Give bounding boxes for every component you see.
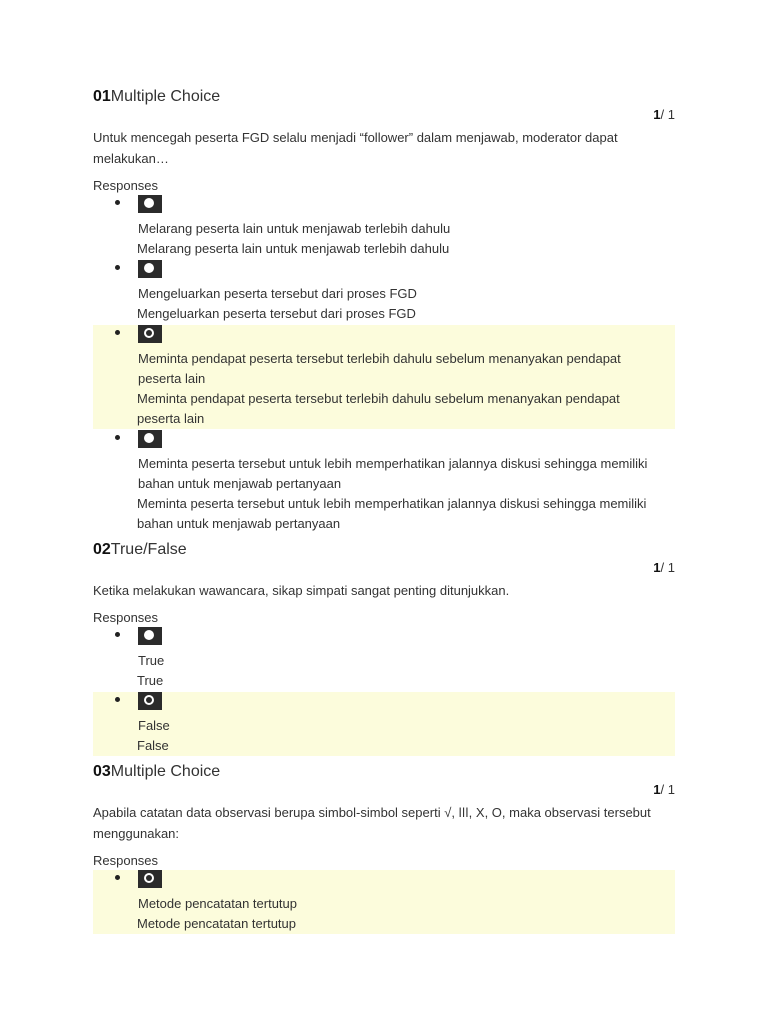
option-label-repeat: Meminta pendapat peserta tersebut terlebih dahulu sebelum menanyakan pendapat peserta lain — [137, 391, 620, 426]
score-total: / 1 — [660, 107, 675, 122]
responses-label: Responses — [93, 610, 159, 625]
question-number: 02 — [93, 541, 111, 558]
option-label: Melarang peserta lain untuk menjawab terlebih dahulu — [138, 221, 451, 236]
response-option-selected — [93, 692, 675, 756]
option-label: Metode pencatatan tertutup — [138, 896, 298, 911]
question-number: 03 — [93, 763, 111, 780]
option-label-repeat: Metode pencatatan tertutup — [137, 916, 297, 931]
radio-button-icon[interactable] — [138, 430, 162, 448]
question-type: True/False — [110, 541, 187, 558]
question-header — [93, 762, 675, 782]
responses-label: Responses — [93, 853, 159, 868]
question-3 — [93, 762, 675, 934]
bullet-icon — [115, 435, 120, 440]
radio-button-icon[interactable] — [138, 195, 162, 213]
option-label-repeat: False — [137, 738, 169, 753]
option-label-repeat: Meminta peserta tersebut untuk lebih memperhatikan jalannya diskusi sehingga memiliki bahan untuk menjawab pertanyaan — [137, 496, 647, 531]
option-label: Meminta peserta tersebut untuk lebih memperhatikan jalannya diskusi sehingga memiliki bahan untuk menjawab pertanyaan — [138, 456, 648, 491]
score-earned: 1 — [653, 560, 661, 575]
quiz-results — [93, 87, 675, 934]
response-options — [93, 195, 675, 534]
question-score — [93, 107, 675, 123]
option-label: False — [138, 718, 170, 733]
response-option — [93, 260, 675, 324]
question-2 — [93, 540, 675, 756]
score-earned: 1 — [653, 782, 661, 797]
radio-button-icon[interactable] — [138, 260, 162, 278]
response-option-selected — [93, 325, 675, 429]
radio-button-checked-icon[interactable] — [138, 692, 162, 710]
option-label-repeat: True — [137, 673, 164, 688]
question-type: Multiple Choice — [110, 88, 221, 105]
responses-label: Responses — [93, 178, 159, 193]
option-label: Mengeluarkan peserta tersebut dari proses FGD — [138, 286, 417, 301]
question-text: Ketika melakukan wawancara, sikap simpati sangat penting ditunjukkan. — [93, 583, 510, 598]
question-header — [93, 87, 675, 107]
question-type: Multiple Choice — [110, 763, 221, 780]
bullet-icon — [115, 200, 120, 205]
radio-button-icon[interactable] — [138, 627, 162, 645]
radio-button-checked-icon[interactable] — [138, 870, 162, 888]
response-option — [93, 195, 675, 259]
option-label: Meminta pendapat peserta tersebut terlebih dahulu sebelum menanyakan pendapat peserta lain — [138, 351, 621, 386]
bullet-icon — [115, 265, 120, 270]
question-number: 01 — [93, 88, 111, 105]
question-score — [93, 782, 675, 798]
question-1 — [93, 87, 675, 534]
option-label-repeat: Mengeluarkan peserta tersebut dari proses FGD — [137, 306, 416, 321]
question-header — [93, 540, 675, 560]
response-options — [93, 870, 675, 934]
question-text: Apabila catatan data observasi berupa simbol-simbol seperti √, ǀǀǀ, X, O, maka observasi tersebut menggunakan: — [93, 805, 651, 841]
response-options — [93, 627, 675, 756]
bullet-icon — [115, 697, 120, 702]
response-option — [93, 430, 675, 534]
score-total: / 1 — [660, 560, 675, 575]
response-option — [93, 627, 675, 691]
question-score — [93, 560, 675, 576]
response-option-selected — [93, 870, 675, 934]
bullet-icon — [115, 632, 120, 637]
option-label-repeat: Melarang peserta lain untuk menjawab terlebih dahulu — [137, 241, 450, 256]
score-earned: 1 — [653, 107, 661, 122]
bullet-icon — [115, 875, 120, 880]
radio-button-checked-icon[interactable] — [138, 325, 162, 343]
question-text: Untuk mencegah peserta FGD selalu menjadi “follower” dalam menjawab, moderator dapat melakukan… — [93, 130, 618, 166]
bullet-icon — [115, 330, 120, 335]
score-total: / 1 — [660, 782, 675, 797]
option-label: True — [138, 653, 165, 668]
